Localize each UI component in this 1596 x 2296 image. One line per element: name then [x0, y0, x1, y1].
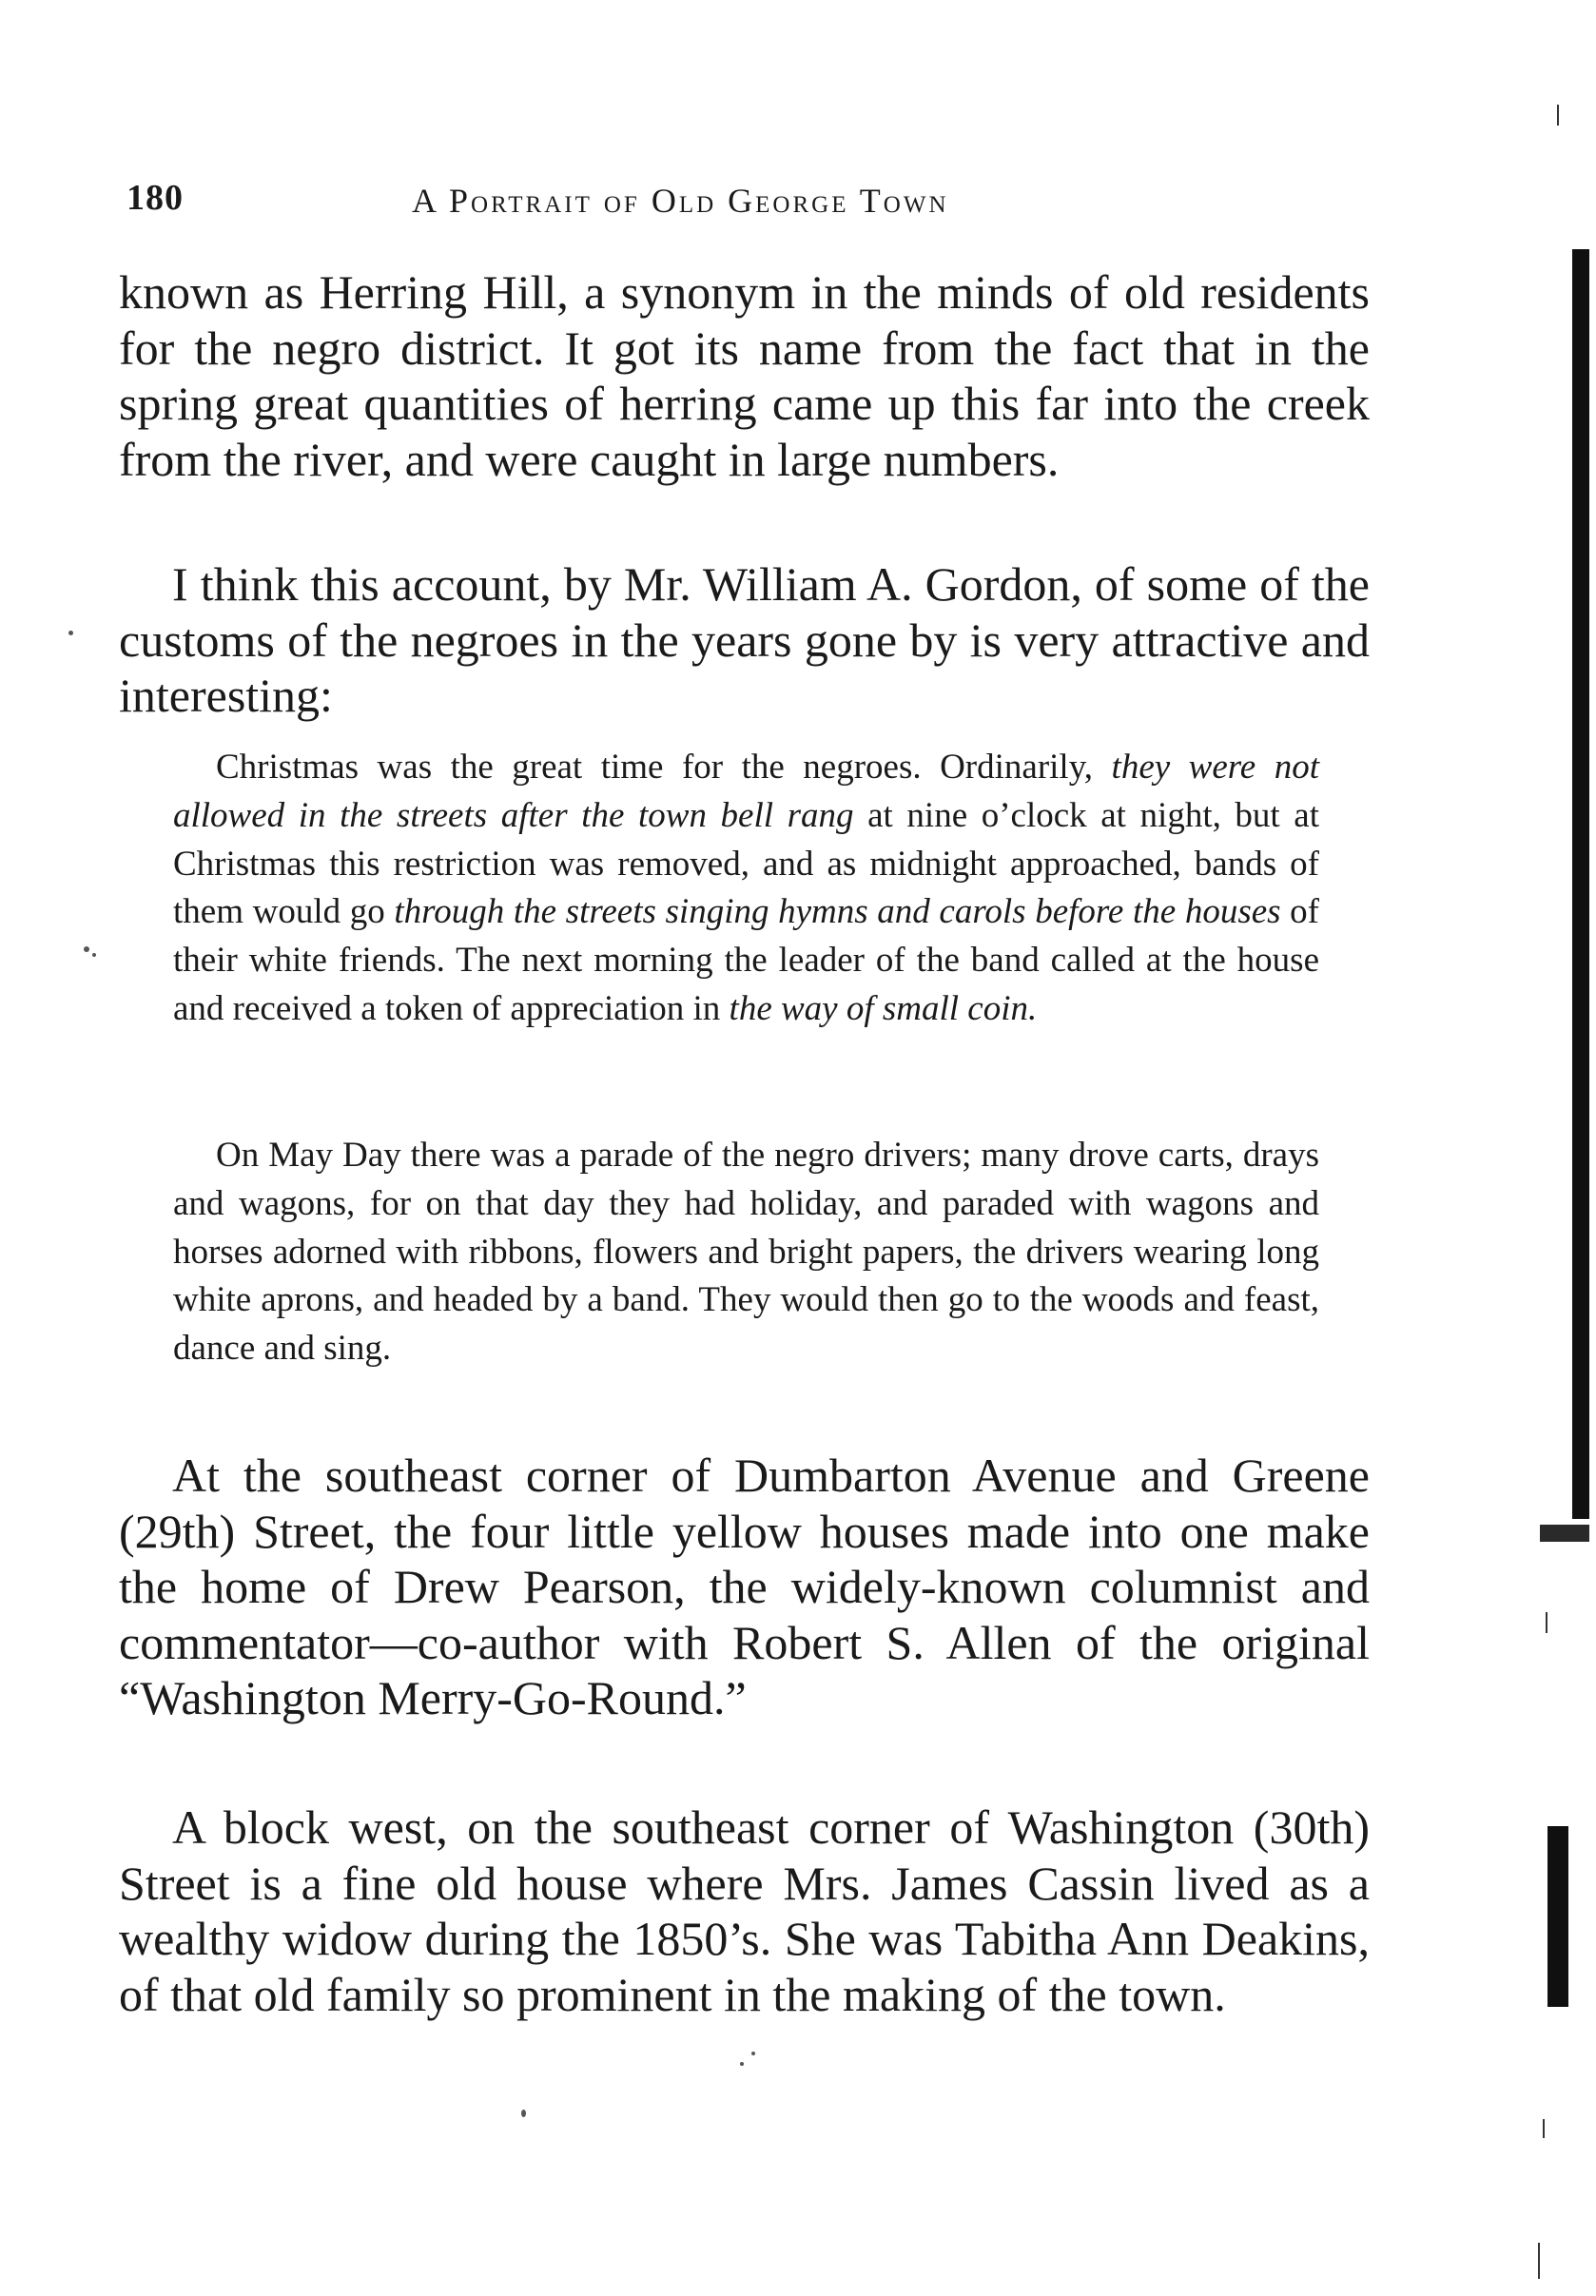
quote-christmas-italic-2: through the streets singing hymns and carols before the houses — [394, 892, 1281, 932]
quote-christmas-italic-3: the way of small coin. — [729, 988, 1038, 1028]
scan-edge-mark — [1540, 1525, 1589, 1542]
paragraph-drew-pearson: At the southeast corner of Dumbarton Avenue and Greene (29th) Street, the four little yellow houses made into one make the home of Drew Pearson, the widely-known columnist and commentator—co-author with Robert S. Allen of the original “Washington Merry-Go-Round.” — [119, 1449, 1370, 1724]
scan-speck — [84, 946, 89, 952]
paragraph-gordon-intro: I think this account, by Mr. William A. Gordon, of some of the customs of the negroes in the years gone by is very attractive and interesting: — [119, 557, 1370, 722]
scan-speck — [92, 953, 96, 957]
scan-speck — [521, 2110, 526, 2117]
quote-christmas-text-3: of their white friends. The next morning the leader of the band called at the house and received a token of appreciation in — [173, 892, 1320, 1028]
paragraph-cassin-house: A block west, on the southeast corner of Washington (30th) Street is a fine old house where Mrs. James Cassin lived as a wealthy widow during the 1850’s. She was Tabitha Ann Deakins, of that old family so prominent in the making of the town. — [119, 1800, 1370, 2021]
scan-speck — [751, 2052, 755, 2055]
quote-may-day: On May Day there was a parade of the negro drivers; many drove carts, drays and wagons, for on that day they had holiday, and paraded with wagons and horses adorned with ribbons, flowers and bright papers, the drivers wearing long white aprons, and headed by a band. They would then go to the woods and feast, dance and sing. — [173, 1136, 1319, 1369]
quote-christmas — [173, 744, 1319, 1034]
scan-mark — [1538, 2243, 1540, 2279]
scan-mark — [1543, 2119, 1545, 2138]
quote-christmas-italic-1: they were not allowed in the streets after the town bell rang — [173, 748, 1319, 835]
scan-edge-bar-lower — [1547, 1826, 1568, 2007]
scan-mark — [1546, 1612, 1547, 1633]
scan-edge-bar — [1572, 249, 1589, 1519]
page-header — [127, 177, 1363, 234]
page-number: 180 — [127, 178, 184, 218]
scan-speck — [68, 631, 73, 635]
running-title: A Portrait of Old George Town — [412, 182, 949, 220]
quote-christmas-text-1: Christmas was the great time for the negroes. Ordinarily, — [216, 748, 1112, 787]
scan-mark — [1557, 105, 1559, 126]
scan-speck — [740, 2062, 744, 2066]
quote-christmas-text-2: at nine o’clock at night, but at Christmas this restriction was removed, and as midnight approached, bands of them would go — [173, 795, 1320, 932]
paragraph-herring-hill: known as Herring Hill, a synonym in the minds of old residents for the negro district. It got its name from the fact that in the spring great quantities of herring came up this far into the creek from the river, and were caught in large numbers. — [119, 265, 1370, 486]
